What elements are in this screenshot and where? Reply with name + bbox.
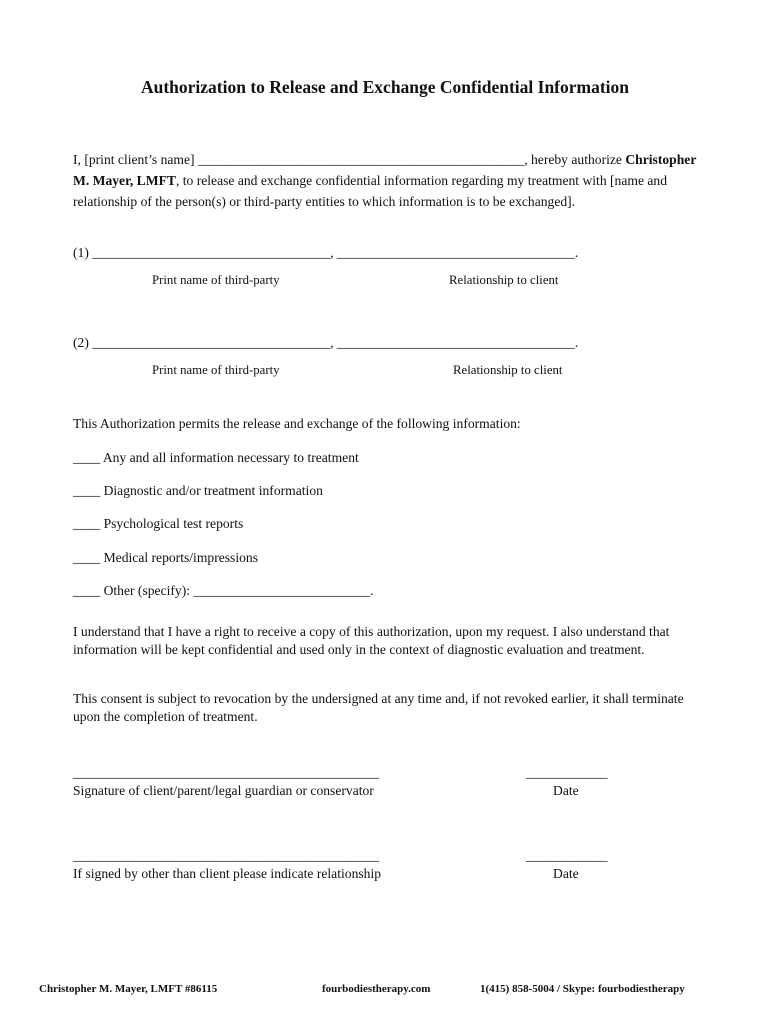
footer-therapist: Christopher M. Mayer, LMFT #86115 bbox=[39, 983, 218, 995]
party-1-line[interactable]: (1) ___________________________________, ___________________________________. bbox=[73, 245, 579, 260]
date-1-line[interactable]: ____________ bbox=[526, 765, 608, 780]
signature-2-label: If signed by other than client please indicate relationship bbox=[73, 866, 382, 881]
document-title: Authorization to Release and Exchange Confidential Information bbox=[140, 77, 630, 97]
therapist-name: Christopher M. Mayer, LMFT bbox=[73, 152, 697, 188]
signature-2-line[interactable]: _____________________________________________ bbox=[73, 848, 379, 863]
option-psychological[interactable]: ____ Psychological test reports bbox=[73, 516, 244, 531]
party-1-name-label: Print name of third-party bbox=[152, 273, 280, 287]
understand-paragraph: I understand that I have a right to receive a copy of this authorization, upon my request. I also understand that information will be kept confidential and used only in the context of diagnostic evaluation and treatment. bbox=[73, 624, 670, 657]
party-1-relationship-label: Relationship to client bbox=[449, 273, 559, 287]
option-any-and-all[interactable]: ____ Any and all information necessary to treatment bbox=[73, 450, 359, 465]
signature-1-line[interactable]: _____________________________________________ bbox=[73, 765, 379, 780]
date-1-label: Date bbox=[553, 783, 579, 798]
option-other[interactable]: ____ Other (specify): __________________________. bbox=[73, 583, 374, 598]
footer-website[interactable]: fourbodiestherapy.com bbox=[322, 983, 431, 995]
option-medical[interactable]: ____ Medical reports/impressions bbox=[73, 550, 258, 565]
date-2-line[interactable]: ____________ bbox=[526, 848, 608, 863]
intro-paragraph bbox=[73, 149, 703, 212]
permits-heading: This Authorization permits the release and exchange of the following information: bbox=[73, 416, 521, 431]
option-diagnostic[interactable]: ____ Diagnostic and/or treatment information bbox=[73, 483, 323, 498]
intro-text-part2: , to release and exchange confidential information regarding my treatment with [name and relationship of the person(s) or third-party entities to which information is to be exchanged]. bbox=[73, 173, 668, 209]
consent-paragraph: This consent is subject to revocation by the undersigned at any time and, if not revoked earlier, it shall terminate upon the completion of treatment. bbox=[73, 691, 684, 724]
intro-text-part1: I, [print client’s name] ________________________________________________, hereby authorize bbox=[73, 152, 622, 167]
date-2-label: Date bbox=[553, 866, 579, 881]
signature-1-label: Signature of client/parent/legal guardian or conservator bbox=[73, 783, 374, 798]
party-2-line[interactable]: (2) ___________________________________, ___________________________________. bbox=[73, 335, 579, 350]
party-2-name-label: Print name of third-party bbox=[152, 363, 280, 377]
party-2-relationship-label: Relationship to client bbox=[453, 363, 563, 377]
footer-contact: 1(415) 858-5004 / Skype: fourbodiestherapy bbox=[480, 983, 685, 995]
